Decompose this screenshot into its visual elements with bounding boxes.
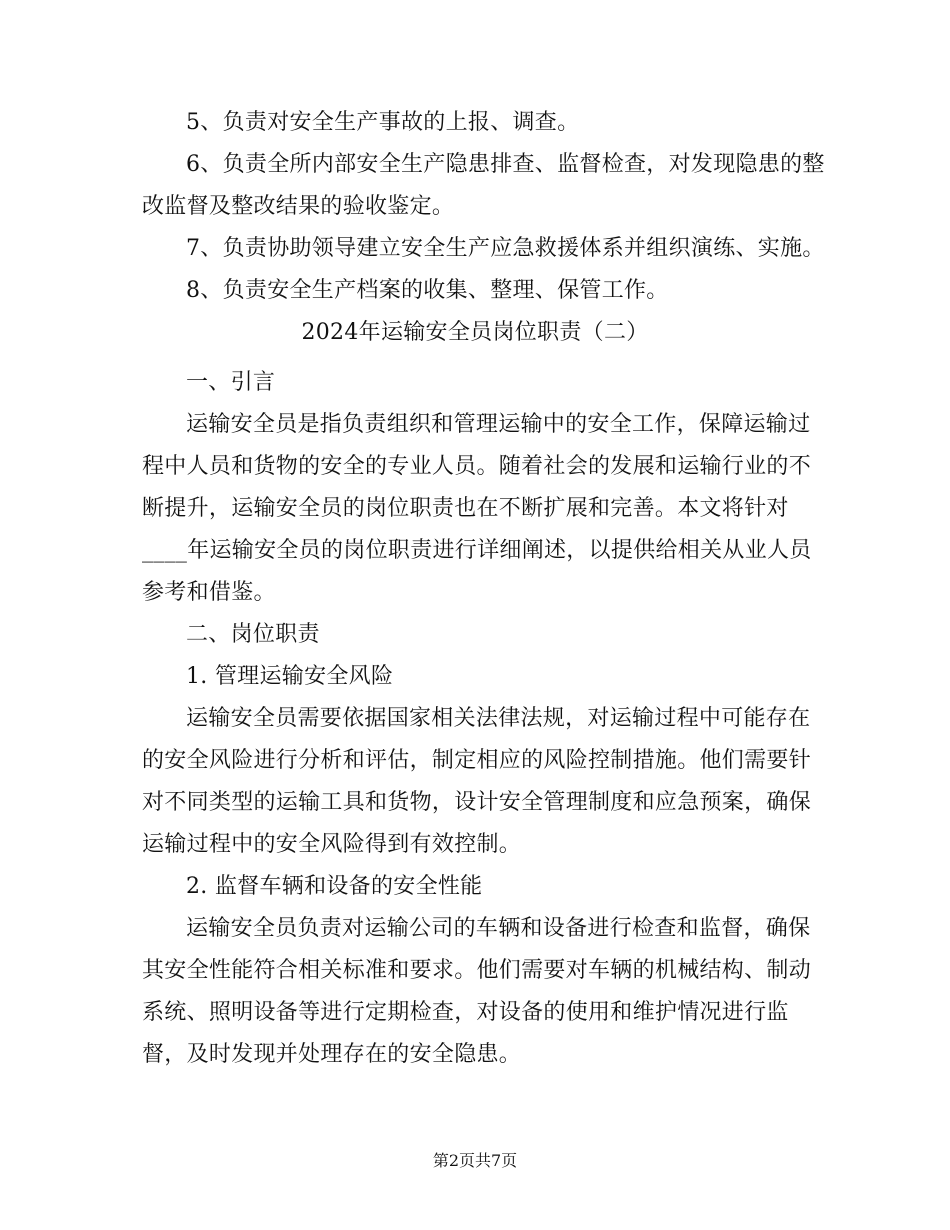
paragraph-line: 参考和借鉴。 [142,580,276,605]
paragraph-line: 其安全性能符合相关标准和要求。他们需要对车辆的机械结构、制动 [142,958,812,983]
paragraph-line: 运输安全员负责对运输公司的车辆和设备进行检查和监督，确保 [186,916,811,941]
section-title: 2024年运输安全员岗位职责（二） [301,320,649,345]
paragraph-line: 6、负责全所内部安全生产隐患排查、监督检查，对发现隐患的整 [186,152,825,177]
subheading-risk: 1. 管理运输安全风险 [186,664,394,689]
paragraph-line: 7、负责协助领导建立安全生产应急救援体系并组织演练、实施。 [186,236,825,261]
paragraph-line: 运输安全员需要依据国家相关法律法规，对运输过程中可能存在 [186,706,811,731]
paragraph-line: 的安全风险进行分析和评估，制定相应的风险控制措施。他们需要针 [142,748,812,773]
heading-duties: 二、岗位职责 [186,622,320,647]
paragraph-line: 断提升，运输安全员的岗位职责也在不断扩展和完善。本文将针对 [142,496,789,521]
page-number-footer: 第2页共7页 [432,1151,518,1170]
heading-intro: 一、引言 [186,370,276,395]
paragraph-line: 督，及时发现并处理存在的安全隐患。 [142,1042,522,1067]
paragraph-line: 运输过程中的安全风险得到有效控制。 [142,832,522,857]
subheading-vehicles: 2. 监督车辆和设备的安全性能 [186,874,483,899]
paragraph-line: 改监督及整改结果的验收鉴定。 [142,194,455,219]
paragraph-line: 8、负责安全生产档案的收集、整理、保管工作。 [186,278,669,303]
paragraph-line: 程中人员和货物的安全的专业人员。随着社会的发展和运输行业的不 [142,454,812,479]
paragraph-line: ____年运输安全员的岗位职责进行详细阐述，以提供给相关从业人员 [142,538,812,563]
paragraph-line: 5、负责对安全生产事故的上报、调查。 [186,110,580,135]
paragraph-line: 运输安全员是指负责组织和管理运输中的安全工作，保障运输过 [186,412,811,437]
paragraph-line: 对不同类型的运输工具和货物，设计安全管理制度和应急预案，确保 [142,790,812,815]
paragraph-line: 系统、照明设备等进行定期检查，对设备的使用和维护情况进行监 [142,1000,789,1025]
